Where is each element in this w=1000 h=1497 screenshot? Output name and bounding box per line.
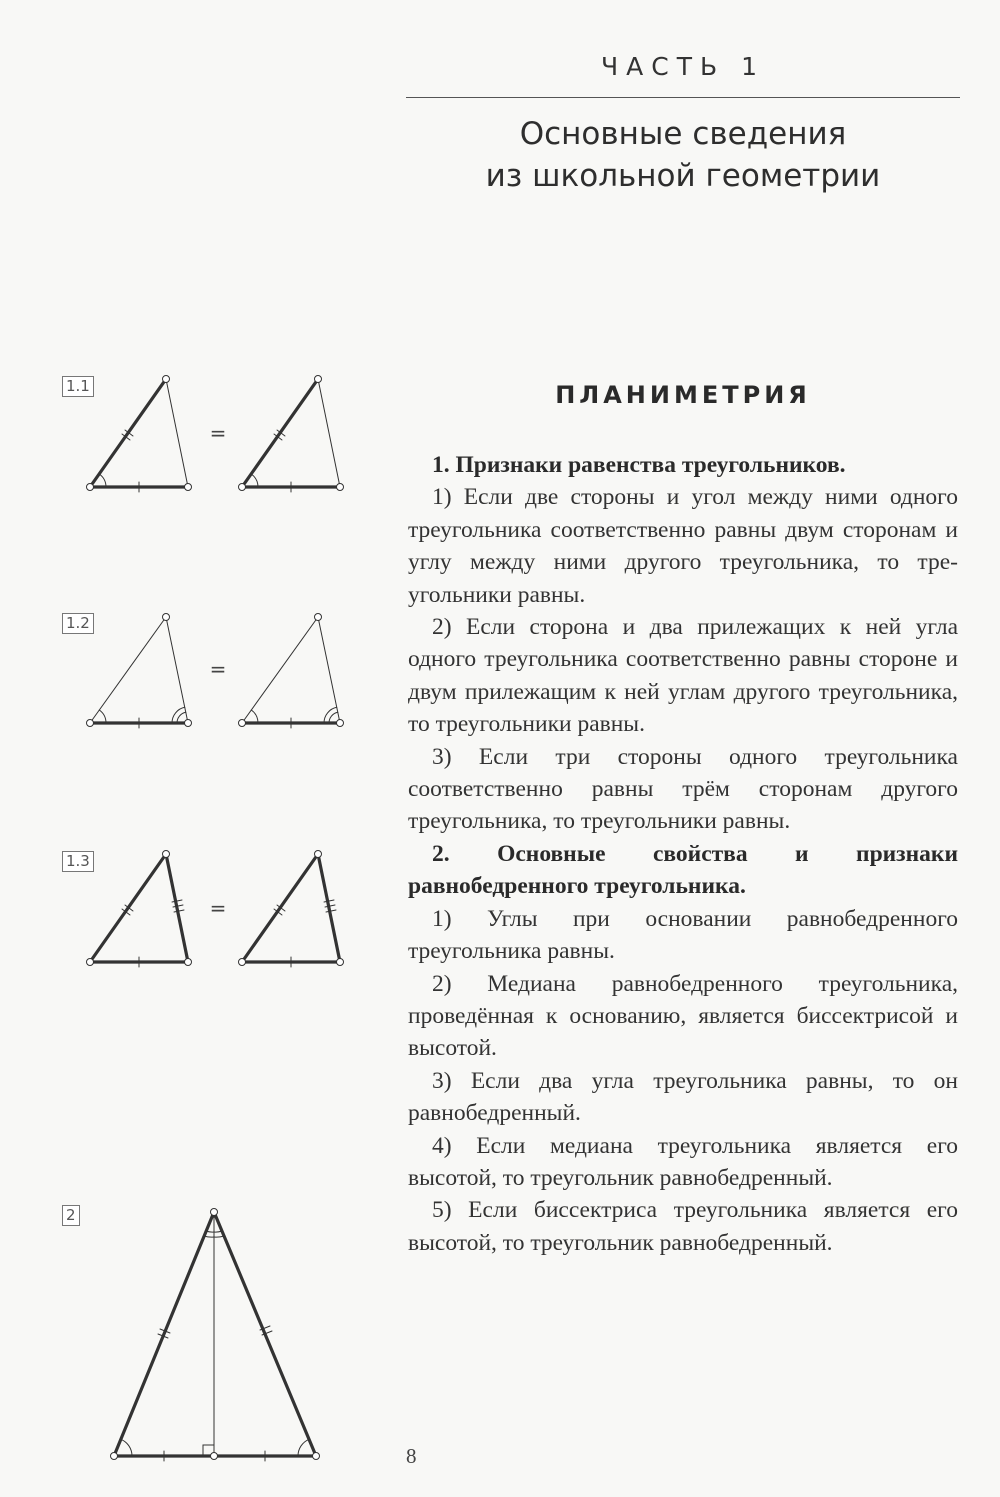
fig-1-3-triangle-left bbox=[87, 851, 192, 968]
item1-heading: 1. Признаки равенства треугольников. bbox=[432, 452, 846, 478]
item2-paragraph-4: 4) Если медиана треугольника является его высотой, то треугольник равнобедренный. bbox=[408, 1132, 958, 1191]
item1-paragraph-1: 1) Если две стороны и угол между ними одного треугольника соответственно равны двум сторонам и углу между ними другого треугольника, то треугольники равны. bbox=[408, 484, 958, 608]
figures-canvas bbox=[0, 0, 400, 1497]
figure-label-1-1: 1.1 bbox=[62, 376, 94, 397]
text-column bbox=[408, 449, 958, 1259]
equals-sign-1-1: = bbox=[209, 421, 227, 445]
page-number: 8 bbox=[406, 1444, 417, 1468]
fig-1-2-triangle-left bbox=[87, 614, 192, 729]
item1-paragraph-2: 2) Если сторона и два прилежащих к ней угла одного треугольника соответственно равны стороне и двум прилежащим к ней углам другого треугольника, то треугольники равны. bbox=[408, 614, 958, 738]
chapter-title-line-1: Основные сведения bbox=[519, 116, 847, 152]
chapter-title-line-2: из школьной геометрии bbox=[485, 158, 881, 194]
section-title: ПЛАНИМЕТРИЯ bbox=[555, 381, 811, 409]
figure-label-1-3: 1.3 bbox=[62, 851, 94, 872]
fig-1-3-triangle-right bbox=[239, 851, 344, 968]
fig-1-1-triangle-right bbox=[239, 376, 344, 493]
chapter-title bbox=[406, 113, 960, 197]
figure-label-2: 2 bbox=[62, 1205, 80, 1226]
header-rule bbox=[406, 97, 960, 98]
equals-sign-1-3: = bbox=[209, 896, 227, 920]
item2-paragraph-5: 5) Если биссектриса треугольника является его высотой, то треугольник равнобедренный. bbox=[408, 1197, 958, 1256]
figure-label-1-2: 1.2 bbox=[62, 613, 94, 634]
equals-sign-1-2: = bbox=[209, 657, 227, 681]
fig-1-1-triangle-left bbox=[87, 376, 192, 493]
fig-1-2-triangle-right bbox=[239, 614, 344, 729]
item2-paragraph-3: 3) Если два угла треугольника равны, то он равнобедренный. bbox=[408, 1067, 958, 1127]
part-label: ЧАСТЬ 1 bbox=[601, 52, 765, 81]
item2-paragraph-1: 1) Углы при основании равнобедренного треугольника равны. bbox=[408, 905, 958, 965]
figure-2-isosceles-triangle bbox=[111, 1209, 320, 1462]
item2-heading: 2. Основные свойства и признаки равнобедренного треугольника. bbox=[408, 840, 958, 900]
item1-paragraph-3: 3) Если три стороны одного треугольника соответственно равны трём сторонам другого треугольника, то треугольники равны. bbox=[408, 743, 958, 835]
item2-paragraph-2: 2) Медиана равнобедренного треугольника, проведённая к основанию, является биссектрисой и высотой. bbox=[408, 970, 958, 1062]
